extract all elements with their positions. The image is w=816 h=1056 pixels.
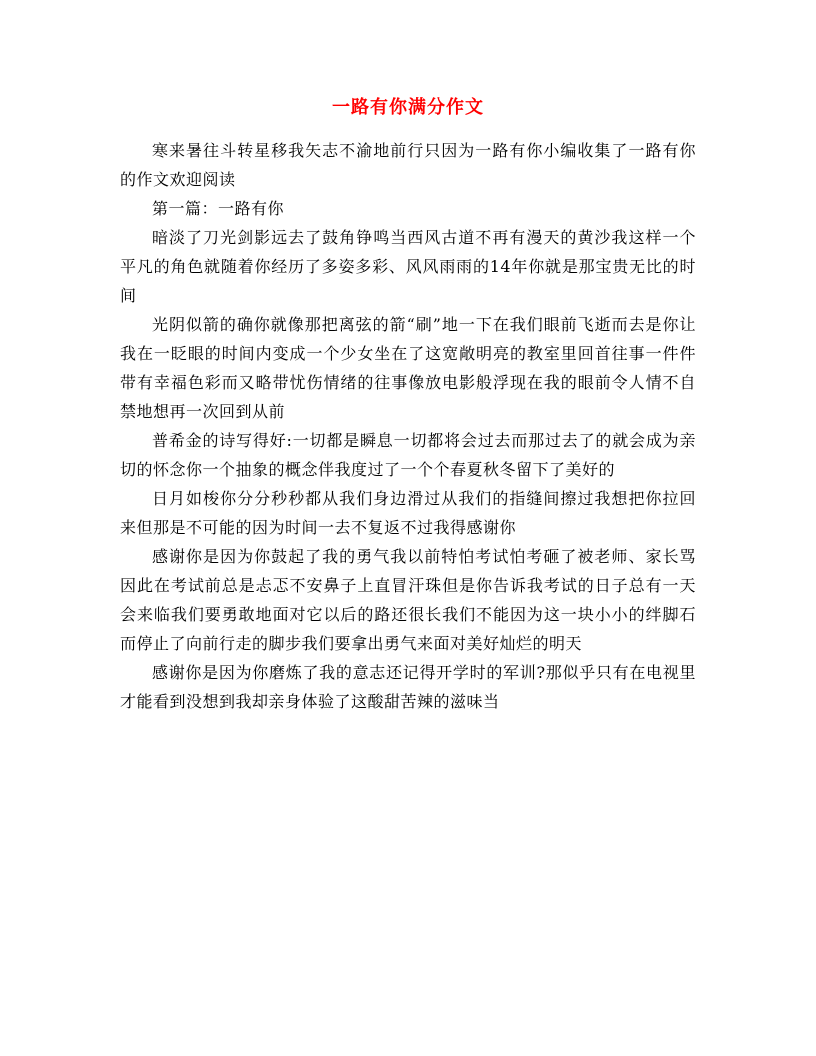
paragraph: 感谢你是因为你磨炼了我的意志还记得开学时的军训?那似乎只有在电视里才能看到没想到我却亲身体验了这酸甜苦辣的滋味当: [120, 663, 696, 711]
paragraph-intro: 寒来暑往斗转星移我矢志不渝地前行只因为一路有你小编收集了一路有你的作文欢迎阅读: [120, 141, 696, 189]
paragraph: 暗淡了刀光剑影远去了鼓角铮鸣当西风古道不再有漫天的黄沙我这样一个平凡的角色就随着你经历了多姿多彩、风风雨雨的14年你就是那宝贵无比的时间: [120, 228, 696, 305]
paragraph: 光阴似箭的确你就像那把离弦的箭“刷”地一下在我们眼前飞逝而去是你让我在一眨眼的时间内变成一个少女坐在了这宽敞明亮的教室里回首往事一件件带有幸福色彩而又略带忧伤情绪的往事像放电影般浮现在我的眼前令人情不自禁地想再一次回到从前: [120, 315, 696, 421]
paragraph: 日月如梭你分分秒秒都从我们身边滑过从我们的指缝间擦过我想把你拉回来但那是不可能的因为时间一去不复返不过我得感谢你: [120, 489, 696, 537]
section-heading: 第一篇：一路有你: [152, 199, 285, 218]
paragraph: 感谢你是因为你鼓起了我的勇气我以前特怕考试怕考砸了被老师、家长骂因此在考试前总是忐忑不安鼻子上直冒汗珠但是你告诉我考试的日子总有一天会来临我们要勇敢地面对它以后的路还很长我们不能因为这一块小小的绊脚石而停止了向前行走的脚步我们要拿出勇气来面对美好灿烂的明天: [120, 547, 696, 653]
document-title: 一路有你满分作文: [332, 97, 484, 118]
paragraph: 普希金的诗写得好:一切都是瞬息一切都将会过去而那过去了的就会成为亲切的怀念你一个抽象的概念伴我度过了一个个春夏秋冬留下了美好的: [120, 431, 696, 479]
document-body: [120, 136, 696, 716]
